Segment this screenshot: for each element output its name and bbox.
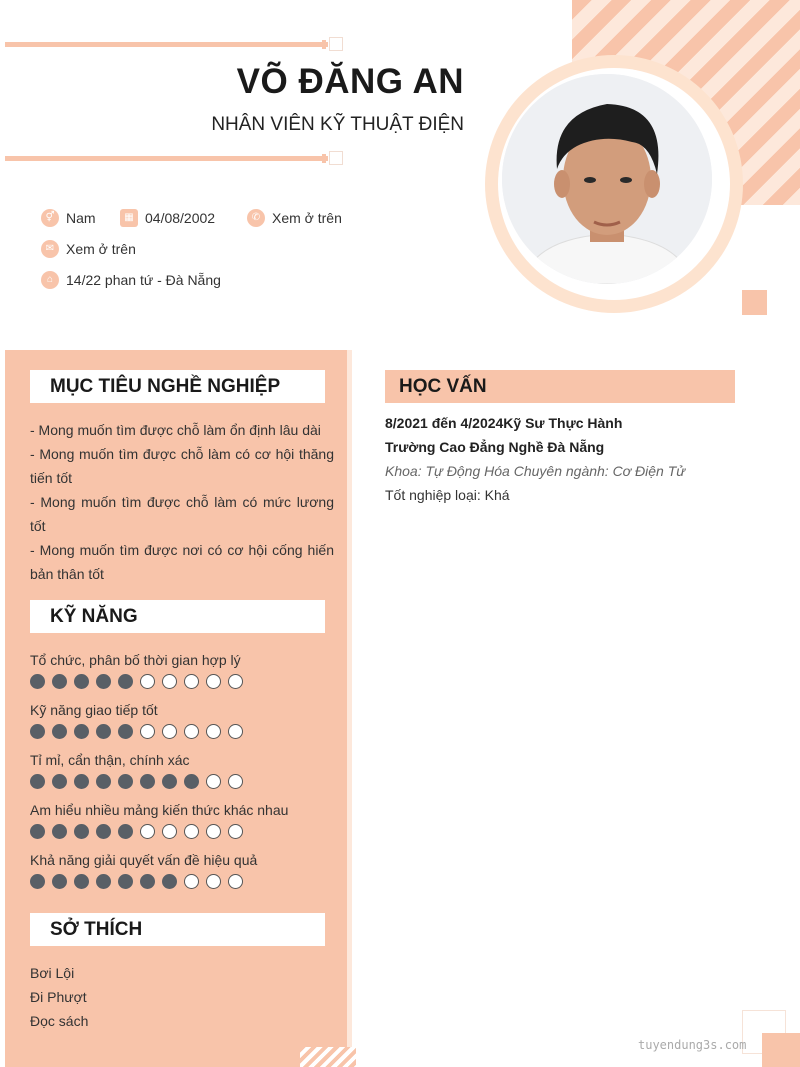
hobby-item: Bơi Lội (30, 965, 75, 981)
gender-value: Nam (66, 210, 96, 226)
contact-email (41, 240, 136, 258)
objective-heading: MỤC TIÊU NGHỀ NGHIỆP (30, 370, 325, 403)
gender-icon: ⚥ (41, 209, 59, 227)
decorative-stripes-bottom (300, 1047, 356, 1067)
rating-dot-filled (74, 824, 89, 839)
objective-item: - Mong muốn tìm được nơi có cơ hội cống hiến bản thân tốt (30, 542, 334, 582)
left-column-edge (347, 350, 352, 1067)
rating-dot-filled (162, 774, 177, 789)
objective-item: - Mong muốn tìm được chỗ làm ổn định lâu dài (30, 422, 321, 438)
rating-dot-empty (228, 724, 243, 739)
rating-dot-empty (140, 824, 155, 839)
hobbies-list (30, 961, 88, 1033)
objective-item: - Mong muốn tìm được chỗ làm có cơ hội thăng tiến tốt (30, 446, 334, 486)
rating-dot-empty (228, 824, 243, 839)
rating-dot-empty (162, 824, 177, 839)
rating-dot-empty (184, 874, 199, 889)
skill-item (30, 800, 340, 839)
job-title: NHÂN VIÊN KỸ THUẬT ĐIỆN (211, 114, 464, 135)
contact-address (41, 271, 221, 289)
rating-dot-filled (52, 824, 67, 839)
contact-phone (247, 209, 342, 227)
hobby-item: Đi Phượt (30, 989, 87, 1005)
skill-item (30, 750, 340, 789)
rating-dot-empty (206, 724, 221, 739)
skill-item (30, 650, 340, 689)
skill-name: Am hiểu nhiều mảng kiến thức khác nhau (30, 802, 289, 818)
contact-birthdate (120, 209, 215, 227)
rating-dot-filled (30, 674, 45, 689)
skill-name: Kỹ năng giao tiếp tốt (30, 702, 158, 718)
decorative-square (762, 1033, 800, 1067)
rating-dot-empty (228, 874, 243, 889)
rating-dot-filled (30, 724, 45, 739)
rating-dot-filled (162, 874, 177, 889)
rating-dot-filled (96, 774, 111, 789)
rating-dot-filled (96, 874, 111, 889)
skill-name: Tỉ mỉ, cẩn thận, chính xác (30, 752, 190, 768)
education-heading: HỌC VẤN (385, 370, 735, 403)
rating-dot-filled (140, 874, 155, 889)
rating-dot-empty (206, 774, 221, 789)
rating-dot-empty (162, 724, 177, 739)
rating-dot-filled (96, 824, 111, 839)
rating-dot-filled (74, 674, 89, 689)
education-period-degree: 8/2021 đến 4/2024Kỹ Sư Thực Hành (385, 415, 623, 431)
skill-name: Khả năng giải quyết vấn đề hiệu quả (30, 852, 258, 868)
hobbies-heading: SỞ THÍCH (30, 913, 325, 946)
rating-dot-filled (52, 724, 67, 739)
rating-dot-empty (206, 824, 221, 839)
home-icon: ⌂ (41, 271, 59, 289)
calendar-icon: ▦ (120, 209, 138, 227)
header-bar-top (5, 42, 328, 47)
rating-dot-empty (228, 774, 243, 789)
rating-dot-filled (118, 824, 133, 839)
header-bar-bottom (5, 156, 328, 161)
candidate-name: VÕ ĐĂNG AN (236, 62, 464, 101)
skill-rating (30, 774, 340, 789)
skills-heading: KỸ NĂNG (30, 600, 325, 633)
skill-rating (30, 674, 340, 689)
rating-dot-filled (52, 774, 67, 789)
skill-item (30, 700, 340, 739)
rating-dot-filled (30, 774, 45, 789)
rating-dot-filled (30, 824, 45, 839)
rating-dot-filled (30, 874, 45, 889)
rating-dot-empty (162, 674, 177, 689)
rating-dot-empty (206, 874, 221, 889)
email-value: Xem ở trên (66, 241, 136, 257)
watermark: tuyendung3s.com (638, 1038, 747, 1052)
rating-dot-filled (96, 674, 111, 689)
header-bar-end (329, 151, 343, 165)
rating-dot-filled (118, 774, 133, 789)
skill-item (30, 850, 340, 889)
rating-dot-filled (96, 724, 111, 739)
rating-dot-empty (140, 674, 155, 689)
header-bar-tick (322, 154, 326, 163)
objective-item: - Mong muốn tìm được chỗ làm có mức lương tốt (30, 494, 334, 534)
skill-rating (30, 724, 340, 739)
rating-dot-empty (184, 724, 199, 739)
rating-dot-filled (118, 674, 133, 689)
rating-dot-filled (74, 724, 89, 739)
contact-gender (41, 209, 96, 227)
education-grade: Tốt nghiệp loại: Khá (385, 487, 510, 503)
education-major: Khoa: Tự Động Hóa Chuyên ngành: Cơ Điện Tử (385, 463, 686, 479)
rating-dot-filled (74, 874, 89, 889)
address-value: 14/22 phan tứ - Đà Nẵng (66, 272, 221, 288)
email-icon: ✉ (41, 240, 59, 258)
hobby-item: Đọc sách (30, 1013, 89, 1029)
education-school: Trường Cao Đẳng Nghề Đà Nẵng (385, 439, 605, 455)
header-bar-end (329, 37, 343, 51)
birthdate-value: 04/08/2002 (145, 210, 216, 226)
rating-dot-empty (228, 674, 243, 689)
rating-dot-filled (52, 674, 67, 689)
rating-dot-filled (184, 774, 199, 789)
skill-name: Tổ chức, phân bố thời gian hợp lý (30, 652, 241, 668)
rating-dot-filled (74, 774, 89, 789)
rating-dot-filled (118, 874, 133, 889)
objective-list (30, 418, 334, 586)
header-bar-tick (322, 40, 326, 49)
rating-dot-empty (184, 674, 199, 689)
phone-icon: ✆ (247, 209, 265, 227)
rating-dot-filled (118, 724, 133, 739)
skill-rating (30, 824, 340, 839)
rating-dot-empty (140, 724, 155, 739)
rating-dot-empty (206, 674, 221, 689)
phone-value: Xem ở trên (272, 210, 342, 226)
rating-dot-filled (52, 874, 67, 889)
rating-dot-filled (140, 774, 155, 789)
decorative-square (742, 290, 767, 315)
profile-photo (502, 74, 712, 284)
rating-dot-empty (184, 824, 199, 839)
skill-rating (30, 874, 340, 889)
